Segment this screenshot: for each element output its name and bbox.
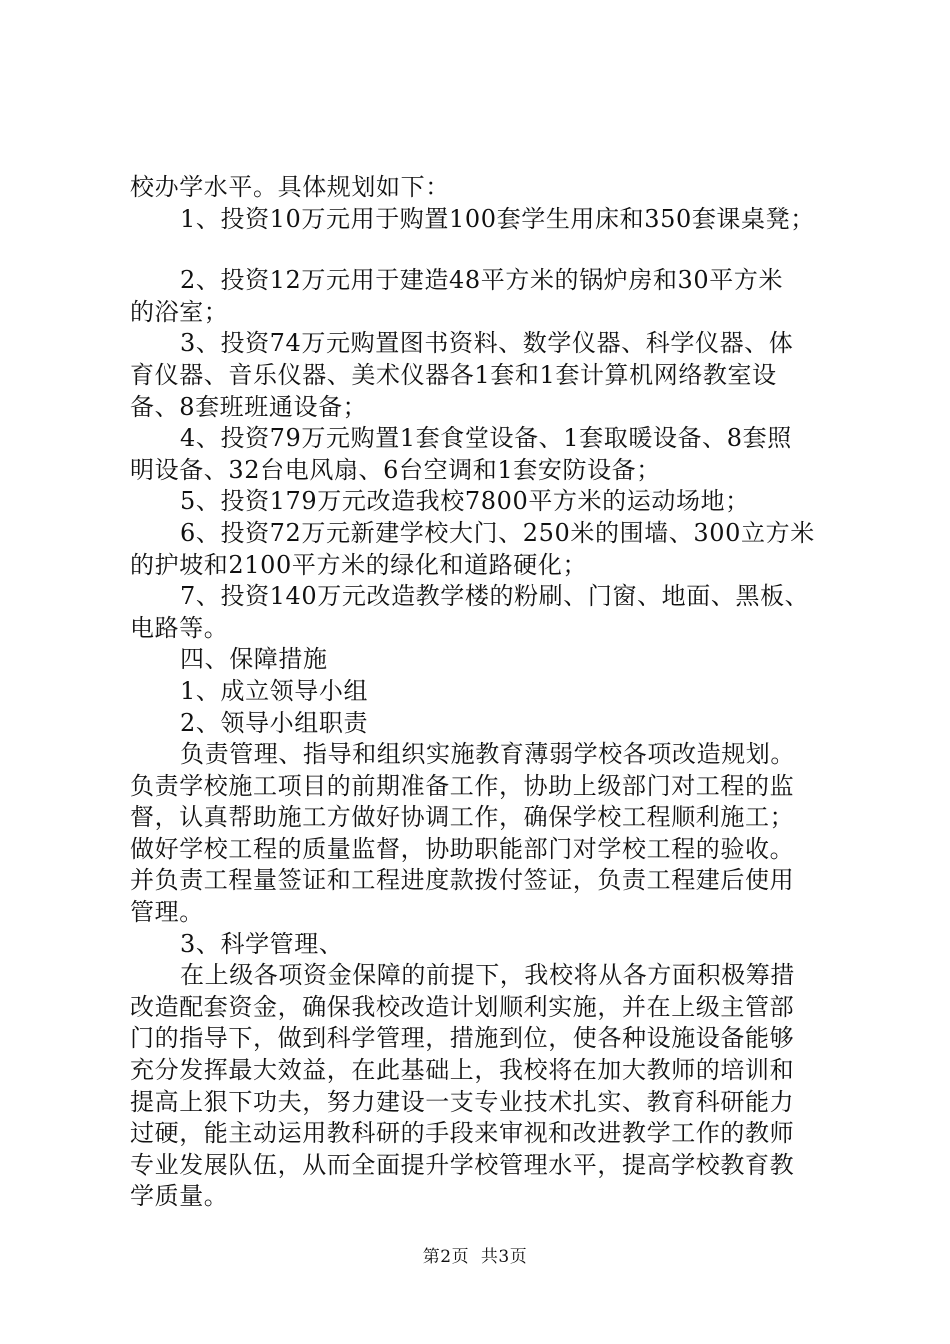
text-line: 督，认真帮助施工方做好协调工作，确保学校工程顺利施工； — [130, 803, 795, 832]
text-line: 在上级各项资金保障的前提下，我校将从各方面积极筹措 — [180, 961, 795, 990]
text-line: 过硬，能主动运用教科研的手段来审视和改进教学工作的教师 — [130, 1119, 795, 1148]
text-line: 并负责工程量签证和工程进度款拨付签证，负责工程建后使用 — [130, 866, 795, 895]
text-line: 改造配套资金，确保我校改造计划顺利实施，并在上级主管部 — [130, 992, 795, 1021]
text-line: 6、投资72万元新建学校大门、250米的围墙、300立方米 — [180, 518, 815, 547]
text-line: 电路等。 — [130, 613, 229, 642]
text-line: 负责学校施工项目的前期准备工作，协助上级部门对工程的监 — [130, 771, 795, 800]
text-line: 4、投资79万元购置1套食堂设备、1套取暖设备、8套照 — [180, 424, 792, 453]
text-line: 明设备、32台电风扇、6台空调和1套安防设备； — [130, 455, 661, 484]
text-line: 3、投资74万元购置图书资料、数学仪器、科学仪器、体 — [180, 329, 794, 358]
text-line: 提高上狠下功夫，努力建设一支专业技术扎实、教育科研能力 — [130, 1087, 795, 1116]
page-footer — [0, 1242, 950, 1267]
text-line: 门的指导下，做到科学管理，措施到位，使各种设施设备能够 — [130, 1024, 795, 1053]
document-body — [130, 172, 850, 1213]
text-line: 7、投资140万元改造教学楼的粉刷、门窗、地面、黑板、 — [180, 582, 810, 611]
text-line: 5、投资179万元改造我校7800平方米的运动场地； — [180, 487, 750, 516]
text-line: 校办学水平。具体规划如下： — [130, 173, 450, 201]
text-line: 备、8套班班通设备； — [130, 392, 368, 421]
text-line: 的浴室； — [130, 297, 229, 326]
blank-gap — [130, 235, 850, 265]
text-line: 学质量。 — [130, 1182, 229, 1211]
text-line: 的护坡和2100平方米的绿化和道路硬化； — [130, 550, 588, 579]
text-line: 1、投资10万元用于购置100套学生用床和350套课桌凳； — [180, 204, 815, 233]
text-line: 专业发展队伍，从而全面提升学校管理水平，提高学校教育教 — [130, 1150, 795, 1179]
subsection-heading: 3、科学管理、 — [180, 929, 344, 958]
subsection-heading: 1、成立领导小组 — [180, 676, 369, 705]
section-heading: 四、保障措施 — [180, 645, 328, 674]
page-number: 第2页 共3页 — [422, 1247, 528, 1267]
text-line: 做好学校工程的质量监督，协助职能部门对学校工程的验收。 — [130, 834, 795, 863]
text-line: 负责管理、指导和组织实施教育薄弱学校各项改造规划。 — [180, 740, 795, 769]
text-line: 2、投资12万元用于建造48平方米的锅炉房和30平方米 — [180, 266, 784, 295]
text-line: 育仪器、音乐仪器、美术仪器各1套和1套计算机网络教室设 — [130, 360, 777, 389]
subsection-heading: 2、领导小组职责 — [180, 708, 369, 737]
text-line: 充分发挥最大效益，在此基础上，我校将在加大教师的培训和 — [130, 1056, 795, 1085]
text-line: 管理。 — [130, 898, 204, 927]
